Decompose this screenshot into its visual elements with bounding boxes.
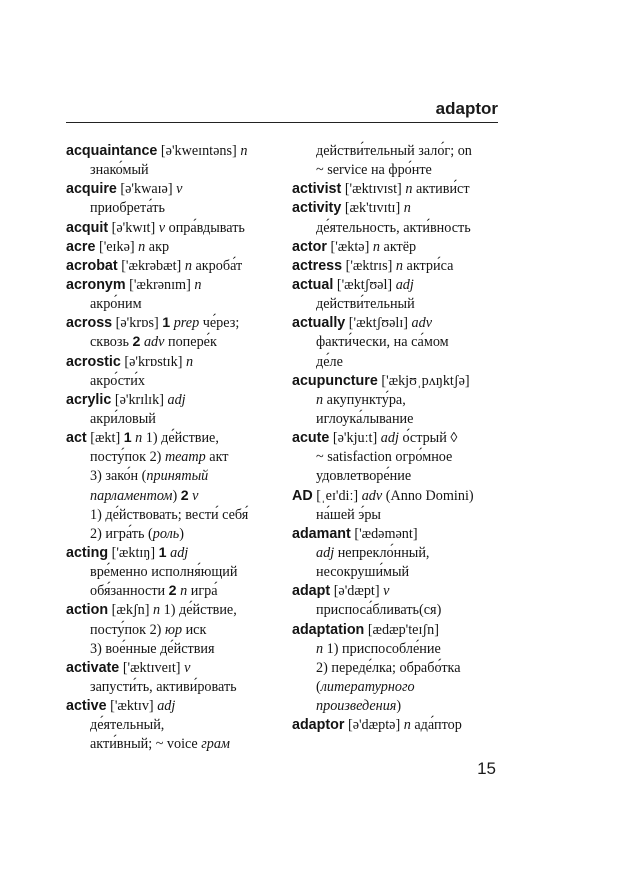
entry-text: ['eɪkə] (95, 238, 139, 255)
entry-text: ['æktʃʊəlɪ] (345, 315, 412, 332)
continuation-line (66, 525, 284, 544)
headword: act (66, 430, 87, 447)
entry-text: [ə'kwɪt] (108, 219, 159, 236)
grammar-label: v (158, 219, 166, 236)
entry-text: [ə'kwaɪə] (116, 181, 177, 198)
entry-line (292, 238, 504, 257)
entry-line (292, 429, 504, 448)
continuation-line (292, 353, 504, 372)
headword: acre (66, 238, 96, 255)
sense-number: 2 (180, 487, 189, 504)
grammar-label: n (403, 200, 411, 217)
entry-text: посту́пок 2) (90, 621, 165, 638)
sense-number: 1 (123, 430, 132, 447)
entry-text: факти́чески, на са́мом (316, 334, 449, 351)
entry-line (292, 582, 504, 601)
entry-text: ['æktɪvɪst] (341, 181, 406, 198)
entry-text: ада́птор (410, 717, 462, 734)
entry-text: ) (172, 487, 181, 504)
entry-text: ['ækrənɪm] (125, 276, 195, 293)
entry-text: актри́са (402, 257, 454, 274)
grammar-label: n (405, 181, 413, 198)
entry-text: акри́ловый (90, 410, 156, 427)
entry-text: 1) де́йствие, (160, 602, 237, 619)
entry-line (292, 716, 504, 735)
entry-text: запусти́ть, активи́ровать (90, 678, 237, 695)
continuation-line (292, 640, 504, 659)
entry-line (66, 180, 284, 199)
grammar-label: n (185, 353, 194, 370)
continuation-line (292, 333, 504, 352)
continuation-line (66, 199, 284, 218)
page-number: 15 (477, 759, 496, 778)
entry-text: ['æktɪveɪt] (119, 659, 185, 676)
entry-line (66, 257, 284, 276)
entry-text: попере́к (164, 334, 217, 351)
entry-text: ['æktrɪs] (342, 257, 396, 274)
entry-text: акупункту́ра, (323, 391, 406, 408)
headword: adaptation (292, 621, 365, 638)
headword: acute (292, 430, 330, 447)
entry-text: удовлетворе́ние (316, 468, 412, 485)
headword: actually (292, 315, 346, 332)
grammar-label: произведения (316, 698, 397, 715)
entry-text: [ædæp'teɪʃn] (364, 621, 439, 638)
headword: actor (292, 238, 327, 255)
entry-text: [ˌeɪ'diː] (312, 487, 362, 504)
continuation-line (66, 640, 284, 659)
grammar-label: adj (316, 544, 335, 561)
entry-text: ['æktɪŋ] (108, 544, 159, 561)
entry-line (292, 180, 504, 199)
entry-text: обя́занности (90, 583, 169, 600)
entry-text: знако́мый (90, 162, 149, 179)
entry-text: актёр (379, 238, 417, 255)
headword: AD (292, 487, 313, 504)
entry-line (292, 487, 504, 506)
grammar-label: v (184, 659, 191, 676)
entry-text: ) (396, 698, 402, 715)
continuation-line (292, 161, 504, 180)
headword: acrostic (66, 353, 121, 370)
headword: adamant (292, 525, 351, 542)
continuation-line (66, 487, 284, 506)
headword: acrylic (66, 391, 112, 408)
continuation-line (66, 295, 284, 314)
entry-text: [ækʃn] (108, 602, 154, 619)
entry-text: 2) игра́ть ( (90, 525, 153, 542)
continuation-line (66, 372, 284, 391)
entry-text: 2) переде́лка; обрабо́тка (316, 659, 461, 676)
entry-text: ~ satisfaction огро́мное (316, 449, 453, 466)
entry-text: ['ædəmənt] (350, 525, 418, 542)
entry-text: опра́вдывать (165, 219, 245, 236)
headword: activate (66, 659, 120, 676)
continuation-line (292, 697, 504, 716)
headword: acronym (66, 276, 126, 293)
entry-line (66, 219, 284, 238)
headword: activist (292, 181, 342, 198)
continuation-line (66, 716, 284, 735)
entry-line (66, 697, 284, 716)
grammar-label: n (180, 583, 188, 600)
grammar-label: n (135, 430, 143, 447)
entry-text: акро́ним (90, 296, 142, 313)
entry-text: акроба́т (191, 257, 243, 274)
entry-text: непрекло́нный, (334, 544, 430, 561)
grammar-label: n (316, 640, 324, 657)
continuation-line (66, 678, 284, 697)
headword: adaptor (292, 717, 345, 734)
right-column (292, 142, 504, 735)
entry-line (292, 372, 504, 391)
entry-line (66, 391, 284, 410)
left-column (66, 142, 284, 755)
entry-text: посту́пок 2) (90, 449, 165, 466)
continuation-line (66, 333, 284, 352)
continuation-line (292, 544, 504, 563)
entry-text: [ə'kjuːt] (329, 430, 381, 447)
entry-text: [æk'tɪvɪtɪ] (341, 200, 404, 217)
entry-text: 1) приспособле́ние (323, 640, 441, 657)
entry-text: [ə'krɒs] (112, 315, 163, 332)
entry-text: игра́ (187, 583, 218, 600)
entry-text: ( (316, 678, 321, 695)
grammar-label: n (395, 257, 403, 274)
grammar-label: грам (201, 736, 230, 753)
headword: actual (292, 276, 334, 293)
sense-number: 2 (168, 583, 177, 600)
entry-line (66, 314, 284, 333)
entry-text: о́стрый ◊ (398, 430, 458, 447)
continuation-line (292, 295, 504, 314)
entry-text: [ə'krɒstɪk] (120, 353, 186, 370)
entry-text: приспоса́бливать(ся) (316, 602, 442, 619)
guide-word: adaptor (435, 99, 498, 118)
entry-text: ['æktʃʊəl] (333, 276, 396, 293)
continuation-line (292, 563, 504, 582)
entry-line (66, 601, 284, 620)
entry-text: акт (205, 449, 229, 466)
entry-line (66, 353, 284, 372)
entry-line (66, 238, 284, 257)
grammar-label: adv (361, 487, 383, 504)
grammar-label: n (403, 717, 411, 734)
grammar-label: v (383, 583, 390, 600)
grammar-label: литературного (320, 678, 415, 695)
entry-text: несокруши́мый (316, 564, 410, 581)
entry-text: активи́ст (412, 181, 470, 198)
entry-text: сквозь (90, 334, 133, 351)
entry-line (292, 199, 504, 218)
entry-text: приобрета́ть (90, 200, 165, 217)
sense-number: 2 (132, 334, 141, 351)
entry-text: вре́менно исполня́ющий (90, 564, 238, 581)
entry-line (292, 525, 504, 544)
headword: acting (66, 544, 109, 561)
entry-text: 1) де́йствовать; вести́ себя́ (90, 506, 249, 523)
grammar-label: adv (143, 334, 165, 351)
continuation-line (292, 601, 504, 620)
entry-text: де́ле (316, 353, 343, 370)
headword: acrobat (66, 257, 118, 274)
continuation-line (292, 391, 504, 410)
headword: actress (292, 257, 343, 274)
continuation-line (66, 735, 284, 754)
entry-text: на́шей э́ры (316, 506, 381, 523)
entry-text: ['æktɪv] (106, 698, 158, 715)
entry-text: че́рез; (199, 315, 240, 332)
grammar-label: adj (380, 430, 399, 447)
entry-text: ['ækjʊˌpʌŋktʃə] (377, 372, 470, 389)
entry-text: 3) зако́н ( (90, 468, 147, 485)
grammar-label: adj (395, 276, 414, 293)
entry-text: ~ service на фро́нте (316, 162, 432, 179)
entry-line (66, 659, 284, 678)
entry-text: действи́тельный (316, 296, 415, 313)
entry-text: [ə'kweɪntəns] (157, 143, 241, 159)
continuation-line (66, 161, 284, 180)
continuation-line (292, 219, 504, 238)
continuation-line (66, 448, 284, 467)
headword: acupuncture (292, 372, 378, 389)
entry-text: ['ækrəbæt] (117, 257, 185, 274)
grammar-label: adj (157, 698, 176, 715)
entry-line (292, 621, 504, 640)
entry-text: акти́вный; ~ voice (90, 736, 202, 753)
header-rule (66, 122, 498, 123)
grammar-label: театр (164, 449, 206, 466)
entry-text: акр (145, 238, 170, 255)
continuation-line (292, 678, 504, 697)
entry-text: (Anno Domini) (382, 487, 474, 504)
grammar-label: n (316, 391, 324, 408)
grammar-label: v (176, 181, 183, 198)
entry-text: иск (182, 621, 207, 638)
grammar-label: юр (164, 621, 183, 638)
continuation-line (66, 506, 284, 525)
entry-line (292, 314, 504, 333)
headword: acquire (66, 181, 117, 198)
grammar-label: n (138, 238, 146, 255)
entry-text: [ə'krɪlɪk] (111, 391, 168, 408)
continuation-line (66, 410, 284, 429)
entry-text: де́ятельность, акти́вность (316, 219, 471, 236)
continuation-line (292, 506, 504, 525)
continuation-line (66, 621, 284, 640)
entry-text: ) (179, 525, 184, 542)
continuation-line (66, 582, 284, 601)
entry-text: действи́тельный зало́г; on (316, 143, 472, 159)
grammar-label: n (153, 602, 161, 619)
continuation-line (292, 659, 504, 678)
entry-text: ['æktə] (326, 238, 373, 255)
grammar-label: n (372, 238, 380, 255)
entry-line (66, 429, 284, 448)
continuation-line (66, 467, 284, 486)
entry-line (66, 276, 284, 295)
entry-text: иглоука́лывание (316, 410, 414, 427)
grammar-label: v (192, 487, 199, 504)
grammar-label: adj (167, 391, 186, 408)
entry-text: [ə'dæpt] (330, 583, 384, 600)
grammar-label: n (240, 143, 248, 159)
grammar-label: adj (170, 544, 189, 561)
grammar-label: n (184, 257, 192, 274)
entry-text: [ækt] (86, 430, 124, 447)
entry-text: 1) де́йствие, (142, 430, 219, 447)
grammar-label: adv (411, 315, 433, 332)
entry-line (292, 257, 504, 276)
entry-line (66, 544, 284, 563)
entry-line (292, 276, 504, 295)
entry-line (66, 142, 284, 161)
sense-number: 1 (158, 544, 167, 561)
headword: adapt (292, 583, 331, 600)
entry-text: де́ятельный, (90, 717, 165, 734)
entry-text: [ə'dæptə] (344, 717, 404, 734)
continuation-line (66, 563, 284, 582)
grammar-label: роль (152, 525, 180, 542)
headword: across (66, 315, 113, 332)
grammar-label: prep (173, 315, 200, 332)
grammar-label: n (194, 276, 202, 293)
continuation-line (292, 467, 504, 486)
continuation-line (292, 142, 504, 161)
headword: acquaintance (66, 143, 158, 159)
grammar-label: принятый (146, 468, 209, 485)
continuation-line (292, 410, 504, 429)
entry-text: 3) вое́нные де́йствия (90, 640, 215, 657)
continuation-line (292, 448, 504, 467)
headword: action (66, 602, 109, 619)
entry-text: акро́сти́х (90, 372, 145, 389)
headword: acquit (66, 219, 109, 236)
headword: activity (292, 200, 342, 217)
sense-number: 1 (162, 315, 171, 332)
headword: active (66, 698, 107, 715)
grammar-label: парламентом (90, 487, 173, 504)
